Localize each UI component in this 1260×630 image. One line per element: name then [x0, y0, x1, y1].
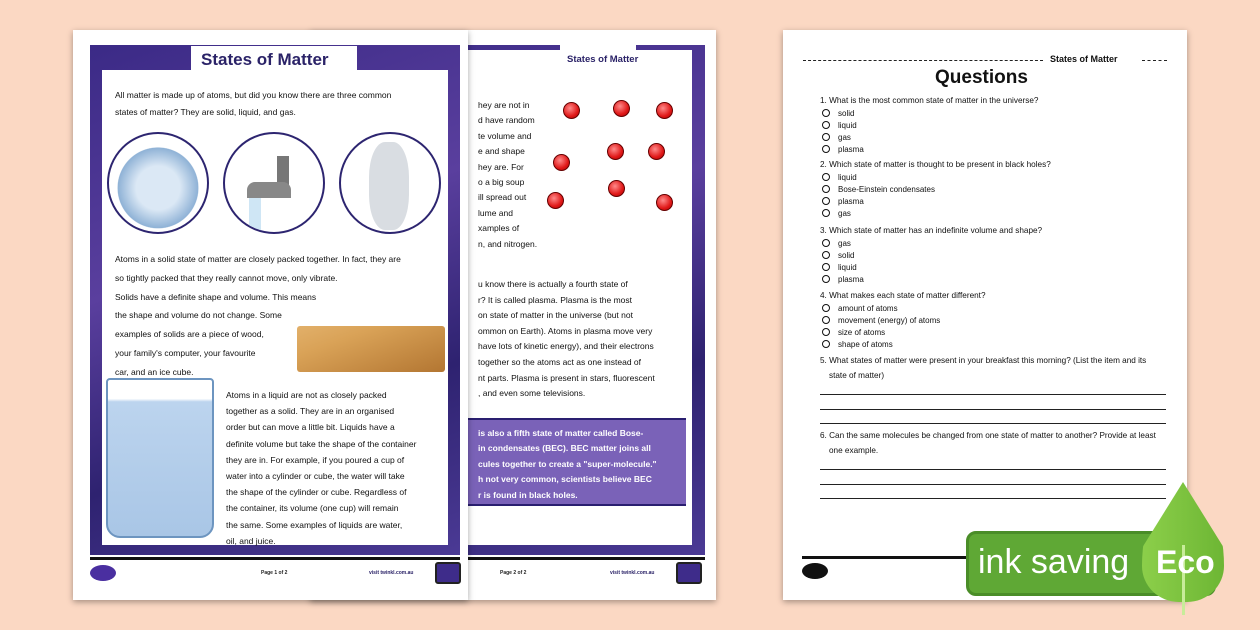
- eco-label: Eco: [1156, 544, 1215, 580]
- text-line: hey are. For: [478, 161, 524, 172]
- page-1: [73, 30, 468, 600]
- radio-option[interactable]: solid: [822, 251, 854, 260]
- question-continued: one example.: [829, 446, 879, 455]
- answer-line[interactable]: [820, 484, 1166, 485]
- footer-divider: [802, 556, 972, 559]
- text-line: cules together to create a "super-molecule.": [478, 458, 657, 469]
- ice-illustration: [107, 132, 209, 234]
- radio-option[interactable]: plasma: [822, 145, 864, 154]
- question: 4. What makes each state of matter different?: [820, 291, 986, 300]
- radio-option[interactable]: solid: [822, 109, 854, 118]
- question: 1. What is the most common state of matter in the universe?: [820, 96, 1039, 105]
- text-line: the same. Some examples of liquids are water,: [226, 519, 403, 530]
- atom-icon: [608, 180, 625, 197]
- text-line: hey are not in: [478, 100, 530, 110]
- text-line: together so the atoms act as one instead of: [478, 357, 642, 367]
- radio-option[interactable]: gas: [822, 209, 851, 218]
- radio-option[interactable]: gas: [822, 133, 851, 142]
- radio-option[interactable]: liquid: [822, 263, 857, 272]
- steam-illustration: [339, 132, 441, 234]
- text-line: r? It is called plasma. Plasma is the most: [478, 294, 633, 305]
- text-line: ommon on Earth). Atoms in plasma move very: [478, 325, 653, 336]
- text-line: r is found in black holes.: [478, 489, 578, 500]
- text-line: n, and nitrogen.: [478, 238, 538, 249]
- twinkl-logo-icon: [802, 563, 828, 579]
- text-line: on state of matter in the universe (but not: [478, 310, 633, 321]
- text-line: oil, and juice.: [226, 535, 276, 546]
- text-line: ill spread out: [478, 192, 527, 203]
- text-line: Solids have a definite shape and volume. This means: [115, 291, 317, 302]
- answer-line[interactable]: [820, 498, 1166, 499]
- text-line: order but can move a little bit. Liquids have a: [226, 422, 395, 433]
- text-line: in condensates (BEC). BEC matter joins all: [478, 443, 651, 454]
- text-line: water into a cylinder or cube, the water will take: [226, 471, 405, 481]
- wood-illustration: [297, 326, 445, 372]
- atom-icon: [648, 143, 665, 160]
- twinkl-badge-icon: [676, 562, 702, 584]
- text-line: h not very common, scientists believe BEC: [478, 474, 652, 485]
- atom-icon: [656, 102, 673, 119]
- footer-site: visit twinkl.com.au: [369, 570, 414, 576]
- text-line: they are in. For example, if you poured a cup of: [226, 454, 405, 465]
- glass-illustration: [106, 378, 214, 538]
- answer-line[interactable]: [820, 469, 1166, 470]
- text-line: the shape and volume do not change. Some: [115, 310, 282, 321]
- radio-option[interactable]: amount of atoms: [822, 304, 898, 313]
- atom-icon: [656, 194, 673, 211]
- text-line: your family's computer, your favourite: [115, 348, 256, 358]
- text-line: u know there is actually a fourth state of: [478, 279, 628, 289]
- answer-line[interactable]: [820, 394, 1166, 395]
- page-3-header: States of Matter: [1050, 54, 1118, 64]
- question: 6. Can the same molecules be changed from one state of matter to another? Provide at least: [820, 431, 1156, 440]
- atom-icon: [547, 192, 564, 209]
- radio-option[interactable]: Bose-Einstein condensates: [822, 185, 935, 194]
- text-line: d have random: [478, 115, 535, 126]
- footer-divider: [90, 557, 460, 560]
- header-dashes: [1142, 60, 1167, 61]
- ink-saving-label: ink saving: [978, 543, 1130, 581]
- text-line: Atoms in a liquid are not as closely packed: [226, 390, 387, 400]
- page-number: Page 2 of 2: [500, 570, 527, 576]
- page-1-title: States of Matter: [201, 50, 329, 69]
- text-line: the container, its volume (one cup) will remain: [226, 503, 399, 514]
- text-line: have lots of kinetic energy), and their electrons: [478, 341, 654, 352]
- text-line: o a big soup: [478, 177, 525, 187]
- atom-icon: [563, 102, 580, 119]
- text-line: so tightly packed that they really cannot move, only vibrate.: [115, 272, 338, 283]
- page-number: Page 1 of 2: [261, 570, 288, 576]
- text-line: definite volume but take the shape of the container: [226, 438, 417, 449]
- tap-illustration: [223, 132, 325, 234]
- question: 3. Which state of matter has an indefinite volume and shape?: [820, 226, 1043, 235]
- page-2-title: States of Matter: [567, 54, 639, 65]
- radio-option[interactable]: liquid: [822, 173, 857, 182]
- text-line: e and shape: [478, 146, 525, 157]
- footer-site: visit twinkl.com.au: [610, 570, 655, 576]
- radio-option[interactable]: plasma: [822, 275, 864, 284]
- text-line: All matter is made up of atoms, but did you know there are three common: [115, 90, 392, 100]
- answer-line[interactable]: [820, 409, 1166, 410]
- text-line: , and even some televisions.: [478, 388, 586, 399]
- question: 5. What states of matter were present in your breakfast this morning? (List the item and its: [820, 356, 1147, 365]
- radio-option[interactable]: gas: [822, 239, 851, 248]
- text-line: nt parts. Plasma is present in stars, fluorescent: [478, 372, 655, 383]
- answer-line[interactable]: [820, 423, 1166, 424]
- header-dashes: [803, 60, 1043, 61]
- text-line: lume and: [478, 207, 513, 218]
- question-continued: state of matter): [829, 371, 885, 380]
- text-line: the shape of the cylinder or cube. Regardless of: [226, 487, 407, 498]
- radio-option[interactable]: liquid: [822, 121, 857, 130]
- text-line: car, and an ice cube.: [115, 366, 194, 377]
- atom-icon: [613, 100, 630, 117]
- text-line: xamples of: [478, 223, 520, 234]
- radio-option[interactable]: size of atoms: [822, 328, 885, 337]
- twinkl-logo-icon: [90, 565, 116, 581]
- text-line: together as a solid. They are in an organised: [226, 406, 395, 417]
- atom-icon: [553, 154, 570, 171]
- questions-title: Questions: [935, 67, 1028, 88]
- text-line: te volume and: [478, 130, 532, 141]
- question: 2. Which state of matter is thought to be present in black holes?: [820, 160, 1051, 169]
- text-line: examples of solids are a piece of wood,: [115, 329, 264, 340]
- radio-option[interactable]: movement (energy) of atoms: [822, 316, 940, 325]
- twinkl-badge-icon: [435, 562, 461, 584]
- text-line: is also a fifth state of matter called Bose-: [478, 428, 644, 438]
- radio-option[interactable]: plasma: [822, 197, 864, 206]
- radio-option[interactable]: shape of atoms: [822, 340, 893, 349]
- text-line: states of matter? They are solid, liquid, and gas.: [115, 106, 296, 117]
- text-line: Atoms in a solid state of matter are closely packed together. In fact, they are: [115, 254, 401, 264]
- atom-icon: [607, 143, 624, 160]
